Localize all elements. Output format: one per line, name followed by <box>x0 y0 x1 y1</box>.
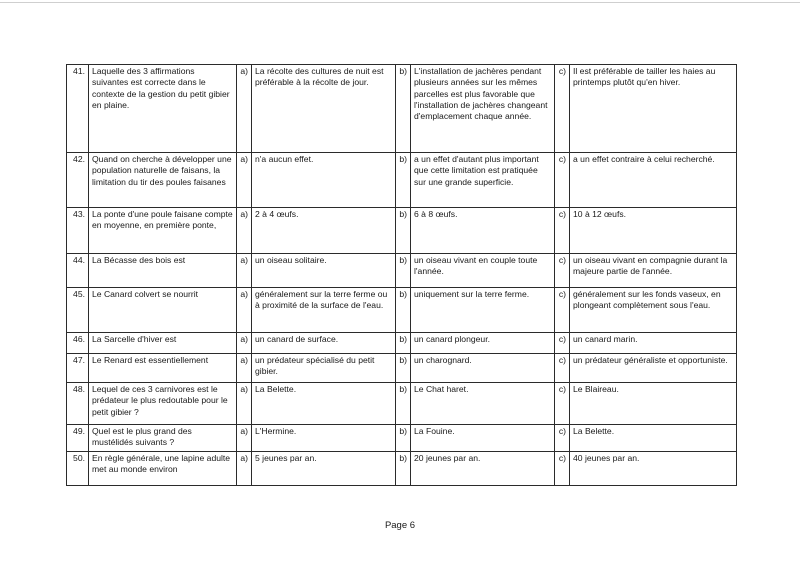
option-c-label: c) <box>555 254 570 288</box>
option-c-text: un canard marin. <box>570 333 737 354</box>
question-row <box>67 65 737 153</box>
option-b-text: L'installation de jachères pendant plusieurs années sur les mêmes parcelles est plus favorable que l'installation de jachères changeant d'emplacement chaque année. <box>411 65 555 153</box>
option-a-label: a) <box>237 425 252 452</box>
option-b-label: b) <box>396 65 411 153</box>
option-b-text: a un effet d'autant plus important que cette limitation est pratiquée sur une grande superficie. <box>411 153 555 208</box>
question-number: 48. <box>67 383 89 425</box>
question-row <box>67 333 737 354</box>
option-c-label: c) <box>555 354 570 383</box>
question-number: 43. <box>67 208 89 254</box>
option-a-text: un canard de surface. <box>252 333 396 354</box>
option-b-text: Le Chat haret. <box>411 383 555 425</box>
option-c-label: c) <box>555 383 570 425</box>
option-c-label: c) <box>555 425 570 452</box>
question-row <box>67 208 737 254</box>
question-text: En règle générale, une lapine adulte met au monde environ <box>89 451 237 485</box>
page-top-border <box>0 2 800 3</box>
question-row <box>67 254 737 288</box>
option-a-text: 2 à 4 œufs. <box>252 208 396 254</box>
question-row <box>67 451 737 485</box>
question-text: Quel est le plus grand des mustélidés suivants ? <box>89 425 237 452</box>
option-c-label: c) <box>555 451 570 485</box>
option-b-label: b) <box>396 254 411 288</box>
option-c-label: c) <box>555 333 570 354</box>
option-a-text: L'Hermine. <box>252 425 396 452</box>
option-a-label: a) <box>237 65 252 153</box>
option-c-label: c) <box>555 208 570 254</box>
option-b-label: b) <box>396 208 411 254</box>
option-a-label: a) <box>237 208 252 254</box>
option-a-text: un oiseau solitaire. <box>252 254 396 288</box>
option-b-label: b) <box>396 333 411 354</box>
question-text: La Bécasse des bois est <box>89 254 237 288</box>
option-c-text: a un effet contraire à celui recherché. <box>570 153 737 208</box>
option-c-label: c) <box>555 153 570 208</box>
option-a-label: a) <box>237 383 252 425</box>
option-a-label: a) <box>237 254 252 288</box>
option-a-label: a) <box>237 153 252 208</box>
option-b-label: b) <box>396 354 411 383</box>
option-a-text: La Belette. <box>252 383 396 425</box>
option-b-text: un oiseau vivant en couple toute l'année. <box>411 254 555 288</box>
option-a-text: La récolte des cultures de nuit est préférable à la récolte de jour. <box>252 65 396 153</box>
question-number: 41. <box>67 65 89 153</box>
question-text: Le Canard colvert se nourrit <box>89 288 237 333</box>
option-b-text: 20 jeunes par an. <box>411 451 555 485</box>
option-c-text: Il est préférable de tailler les haies au printemps plutôt qu'en hiver. <box>570 65 737 153</box>
option-c-text: 10 à 12 œufs. <box>570 208 737 254</box>
quiz-table <box>66 64 737 486</box>
option-a-text: 5 jeunes par an. <box>252 451 396 485</box>
question-text: La Sarcelle d'hiver est <box>89 333 237 354</box>
question-row <box>67 383 737 425</box>
question-number: 42. <box>67 153 89 208</box>
option-a-text: généralement sur la terre ferme ou à proximité de la surface de l'eau. <box>252 288 396 333</box>
question-number: 49. <box>67 425 89 452</box>
option-a-label: a) <box>237 333 252 354</box>
question-row <box>67 288 737 333</box>
option-a-text: un prédateur spécialisé du petit gibier. <box>252 354 396 383</box>
question-text: Le Renard est essentiellement <box>89 354 237 383</box>
question-text: Quand on cherche à développer une population naturelle de faisans, la limitation du tir des poules faisanes <box>89 153 237 208</box>
question-text: Lequel de ces 3 carnivores est le prédateur le plus redoutable pour le petit gibier ? <box>89 383 237 425</box>
option-c-label: c) <box>555 65 570 153</box>
option-c-text: La Belette. <box>570 425 737 452</box>
option-c-text: 40 jeunes par an. <box>570 451 737 485</box>
option-a-label: a) <box>237 288 252 333</box>
question-number: 50. <box>67 451 89 485</box>
question-text: Laquelle des 3 affirmations suivantes est correcte dans le contexte de la gestion du petit gibier en plaine. <box>89 65 237 153</box>
question-number: 47. <box>67 354 89 383</box>
option-b-text: 6 à 8 œufs. <box>411 208 555 254</box>
page-number: Page 6 <box>384 520 416 531</box>
question-row <box>67 354 737 383</box>
option-b-text: uniquement sur la terre ferme. <box>411 288 555 333</box>
option-c-text: un oiseau vivant en compagnie durant la majeure partie de l'année. <box>570 254 737 288</box>
option-c-text: Le Blaireau. <box>570 383 737 425</box>
option-b-label: b) <box>396 451 411 485</box>
option-c-text: un prédateur généraliste et opportuniste. <box>570 354 737 383</box>
question-row <box>67 153 737 208</box>
option-c-text: généralement sur les fonds vaseux, en plongeant complètement sous l'eau. <box>570 288 737 333</box>
option-b-text: un canard plongeur. <box>411 333 555 354</box>
option-b-text: La Fouine. <box>411 425 555 452</box>
option-b-label: b) <box>396 425 411 452</box>
question-number: 44. <box>67 254 89 288</box>
option-b-label: b) <box>396 383 411 425</box>
option-b-text: un charognard. <box>411 354 555 383</box>
option-b-label: b) <box>396 288 411 333</box>
option-a-label: a) <box>237 354 252 383</box>
question-number: 46. <box>67 333 89 354</box>
option-c-label: c) <box>555 288 570 333</box>
option-b-label: b) <box>396 153 411 208</box>
option-a-text: n'a aucun effet. <box>252 153 396 208</box>
option-a-label: a) <box>237 451 252 485</box>
question-number: 45. <box>67 288 89 333</box>
question-text: La ponte d'une poule faisane compte en moyenne, en première ponte, <box>89 208 237 254</box>
question-row <box>67 425 737 452</box>
